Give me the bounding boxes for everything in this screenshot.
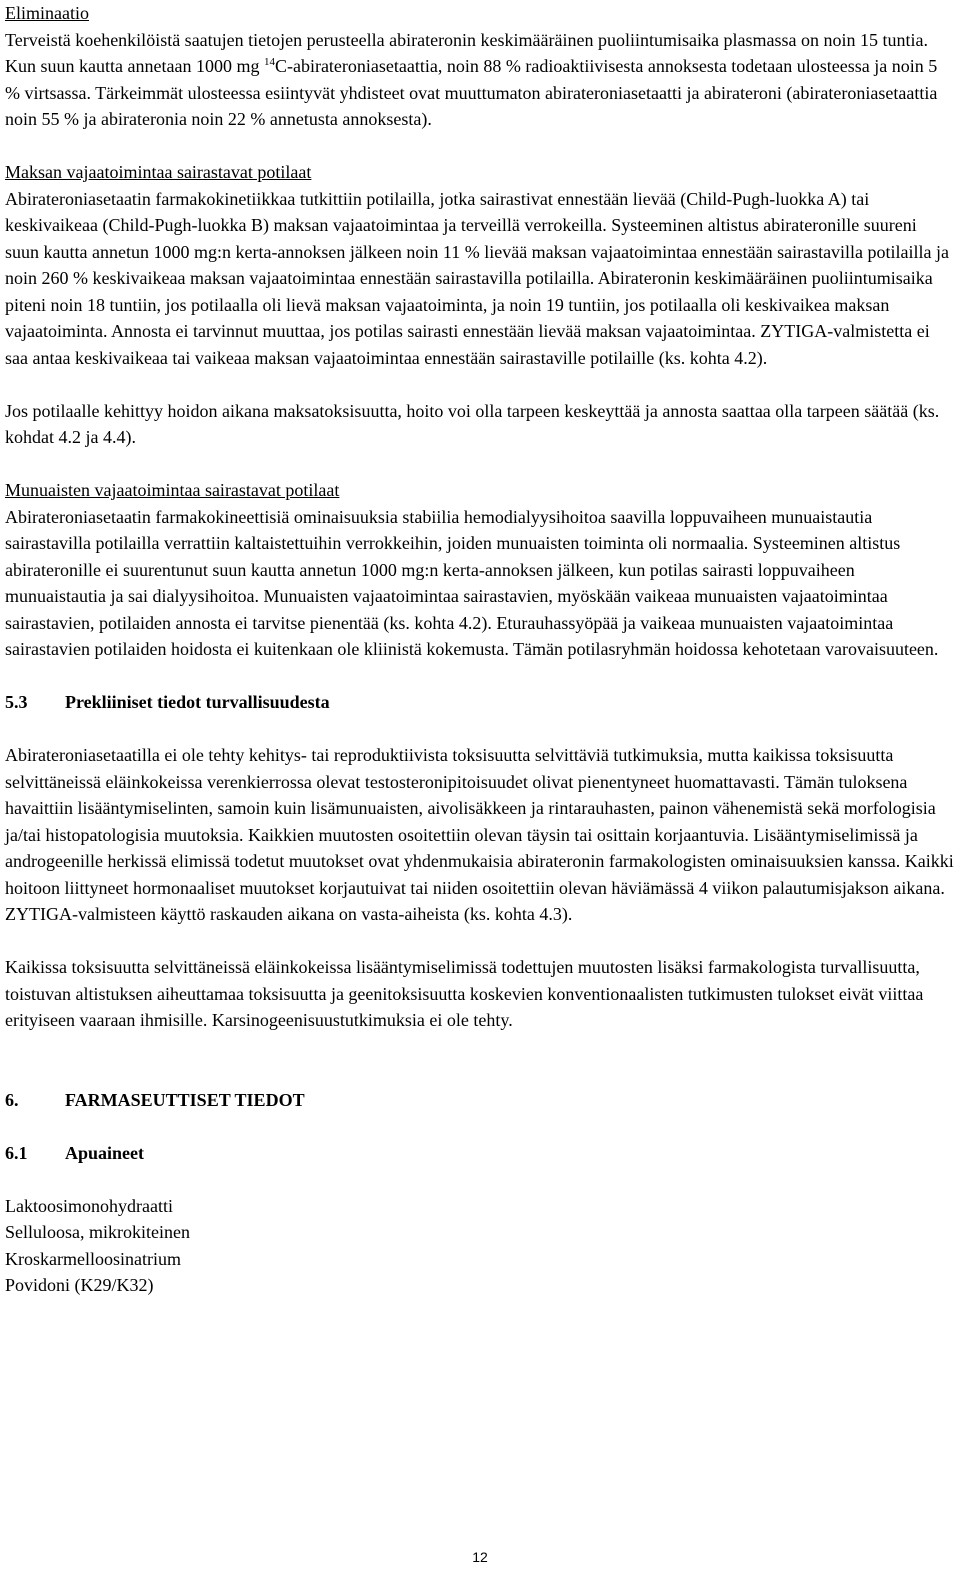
section-6-1-number: 6.1 [5,1142,28,1163]
section-5-3-heading [5,689,955,716]
elimination-heading: Eliminaatio [5,3,89,23]
renal-section [5,477,955,663]
section-6-1 [5,1140,955,1299]
elimination-text-b: C-abirateroniasetaattia, noin 88 % radioaktiivisesta annoksesta todetaan ulosteessa ja noin 5 % virtsassa. Tärkeimmät ulosteessa esiintyvät yhdisteet ovat muuttumaton abirateroniasetaatti ja abirateroni (abirateroniasetaattia noin 55 % ja abirateronia noin 22 % annetusta annoksesta). [5,56,938,129]
section-5-3 [5,689,955,1034]
elimination-text-a: Terveistä koehenkilöistä saatujen tietojen perusteella abirateronin keskimääräinen puoliintumisaika plasmassa on noin 15 tuntia. Kun suun kautta annetaan 1000 mg [5,29,928,76]
section-5-3-title: Prekliiniset tiedot turvallisuudesta [65,692,330,712]
excipient-item: Kroskarmelloosinatrium [5,1248,181,1269]
hepatic-section [5,159,955,451]
section-5-3-number: 5.3 [5,692,28,712]
document-page [5,0,955,1299]
renal-paragraph: Abirateroniasetaatin farmakokineettisiä ominaisuuksia stabiilia hemodialyysihoitoa saavilla loppuvaiheen munuaistautia sairastavilla potilailla verrattiin kaltaistettuihin verrokkeihin, joiden munuaisten toiminta oli normaalia. Systeeminen altistus abirateronille ei suurentunut suun kautta annetun 1000 mg:n kerta-annoksen jälkeen, kun potilas sairasti loppuvaiheen munuaistautia ja sai dialyysihoitoa. Munuaisten vajaatoimintaa sairastavien, myöskään vaikeaa munuaisten vajaatoimintaa sairastavien, potilaiden annosta ei tarvitse pienentää (ks. kohta 4.2). Eturauhassyöpää ja vaikeaa munuaisten vajaatoimintaa sairastavien potilaiden hoidosta ei kuitenkaan ole kliinistä kokemusta. Tämän potilasryhmän hoidossa kehotetaan varovaisuuteen. [5,506,939,659]
page-number: 12 [472,1549,488,1565]
excipient-list [5,1193,955,1299]
excipient-item: Selluloosa, mikrokiteinen [5,1222,190,1242]
excipient-item: Povidoni (K29/K32) [5,1275,154,1295]
hepatic-paragraph-2: Jos potilaalle kehittyy hoidon aikana maksatoksisuutta, hoito voi olla tarpeen keskeyttää ja annosta saattaa olla tarpeen säätää (ks. kohdat 4.2 ja 4.4). [5,400,940,447]
isotope-superscript: 14 [263,56,275,68]
hepatic-paragraph: Abirateroniasetaatin farmakokinetiikkaa tutkittiin potilailla, jotka sairastivat ennestään lievää (Child-Pugh-luokka A) tai keskivaikeaa (Child-Pugh-luokka B) maksan vajaatoimintaa ja terveillä verrokeilla. Systeeminen altistus abirateronille suureni suun kautta annetun 1000 mg:n kerta-annoksen jälkeen noin 11 % lievää maksan vajaatoimintaa ennestään sairastavilla potilailla ja noin 260 % keskivaikeaa maksan vajaatoimintaa ennestään sairastavilla potilailla. Abirateronin keskimääräinen puoliintumisaika piteni noin 18 tuntiin, jos potilaalla oli lievä maksan vajaatoiminta, ja noin 19 tuntiin, jos potilaalla oli keskivaikea maksan vajaatoiminta. Annosta ei tarvinnut muuttaa, jos potilas sairasti ennestään lievää maksan vajaatoimintaa. ZYTIGA-valmistetta ei saa antaa keskivaikeaa tai vaikeaa maksan vajaatoimintaa ennestään sairastaville potilaille (ks. kohta 4.2). [5,188,950,368]
elimination-section [5,0,955,133]
elimination-paragraph [5,27,955,133]
preclinical-paragraph-1: Abirateroniasetaatilla ei ole tehty kehitys- tai reproduktiivista toksisuutta selvittäviä tutkimuksia, mutta kaikissa toksisuutta selvittäneissä eläinkokeissa verenkierrossa olevat testosteronipitoisuudet olivat pienentyneet huomattavasti. Tämän tuloksena havaittiin lisääntymiselinten, samoin kuin lisämunuaisten, aivolisäkkeen ja rintarauhasten, painon vähenemistä sekä morfologisia ja/tai histopatologisia muutoksia. Kaikkien muutosten osoitettiin olevan täysin tai osittain korjaantuvia. Lisääntymiselimissä ja androgeenille herkissä elimissä todetut muutokset ovat yhdenmukaisia abirateronin farmakologisten ominaisuuksien kanssa. Kaikki hoitoon liittyneet hormonaaliset muutokset korjautuivat tai niiden osoitettiin olevan häviämässä 4 viikon palautumisjakson aikana. ZYTIGA-valmisteen käyttö raskauden aikana on vasta-aiheista (ks. kohta 4.3). [5,745,954,924]
preclinical-paragraph-2: Kaikissa toksisuutta selvittäneissä eläinkokeissa lisääntymiselimissä todettujen muutosten lisäksi farmakologista turvallisuutta, toistuvan altistuksen aiheuttamaa toksisuutta ja geenitoksisuutta koskevien konventionaalisten tutkimusten tulokset eivät viittaa erityiseen vaaraan ihmisille. Karsinogeenisuustutkimuksia ei ole tehty. [5,957,924,1030]
excipient-item: Laktoosimonohydraatti [5,1195,173,1216]
section-6-number: 6. [5,1089,19,1110]
section-6 [5,1087,955,1114]
hepatic-heading: Maksan vajaatoimintaa sairastavat potilaat [5,162,312,182]
renal-heading: Munuaisten vajaatoimintaa sairastavat potilaat [5,480,340,500]
section-6-1-heading [5,1140,955,1167]
section-6-title: FARMASEUTTISET TIEDOT [65,1089,305,1110]
section-6-1-title: Apuaineet [65,1142,145,1163]
section-6-heading [5,1087,955,1114]
